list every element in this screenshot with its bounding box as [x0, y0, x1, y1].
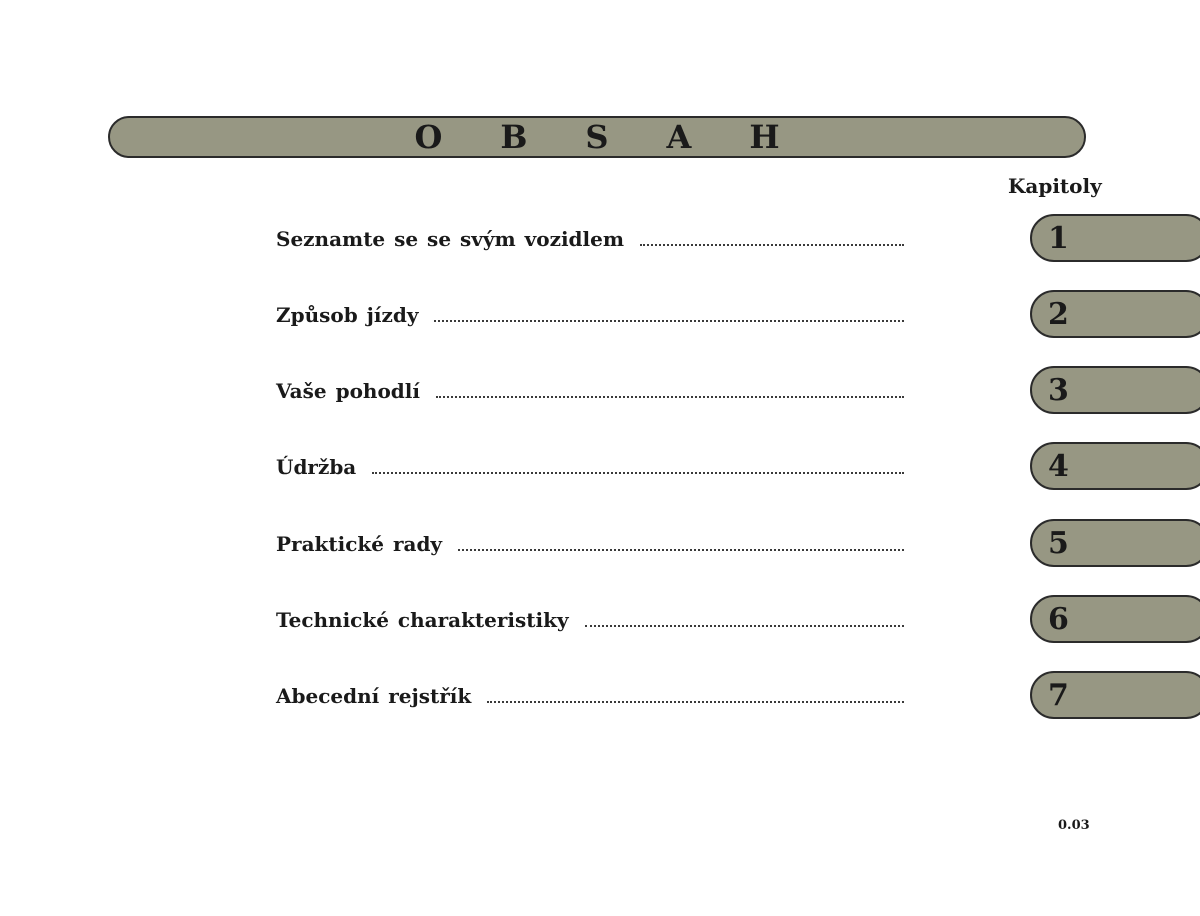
toc-entry-label: Abecední rejstřík [276, 684, 472, 708]
toc-entry-7[interactable] [276, 681, 904, 711]
chapter-tab-7[interactable] [1030, 671, 1200, 719]
toc-entry-3[interactable] [276, 376, 904, 406]
dot-leader [372, 472, 904, 474]
dot-leader [434, 320, 904, 322]
chapter-tab-number: 2 [1048, 296, 1069, 332]
chapter-tab-2[interactable] [1030, 290, 1200, 338]
toc-entry-label: Vaše pohodlí [276, 379, 420, 403]
chapter-tab-number: 5 [1048, 525, 1069, 561]
chapter-tab-5[interactable] [1030, 519, 1200, 567]
chapter-tab-number: 4 [1048, 448, 1069, 484]
dot-leader [640, 244, 904, 246]
chapter-tab-number: 1 [1048, 220, 1069, 256]
toc-entry-label: Praktické rady [276, 532, 443, 556]
toc-entry-label: Způsob jízdy [276, 303, 419, 327]
dot-leader [458, 549, 904, 551]
dot-leader [585, 625, 904, 627]
chapter-tab-3[interactable] [1030, 366, 1200, 414]
chapter-tab-4[interactable] [1030, 442, 1200, 490]
chapter-tab-6[interactable] [1030, 595, 1200, 643]
toc-entry-2[interactable] [276, 300, 904, 330]
toc-entry-4[interactable] [276, 452, 904, 482]
chapter-tab-1[interactable] [1030, 214, 1200, 262]
toc-entry-label: Technické charakteristiky [276, 608, 569, 632]
toc-entry-5[interactable] [276, 529, 904, 559]
toc-entry-label: Seznamte se se svým vozidlem [276, 227, 625, 251]
chapters-heading: Kapitoly [1008, 174, 1102, 198]
page-number: 0.03 [1058, 818, 1090, 833]
chapter-tab-number: 3 [1048, 372, 1069, 408]
toc-entry-6[interactable] [276, 605, 904, 635]
title-banner [108, 116, 1086, 158]
page-title: OBSAH [414, 118, 838, 156]
toc-entry-1[interactable] [276, 224, 904, 254]
dot-leader [436, 396, 904, 398]
chapter-tab-number: 6 [1048, 601, 1069, 637]
toc-entry-label: Údržba [276, 455, 357, 479]
chapter-tab-number: 7 [1048, 677, 1069, 713]
dot-leader [487, 701, 904, 703]
